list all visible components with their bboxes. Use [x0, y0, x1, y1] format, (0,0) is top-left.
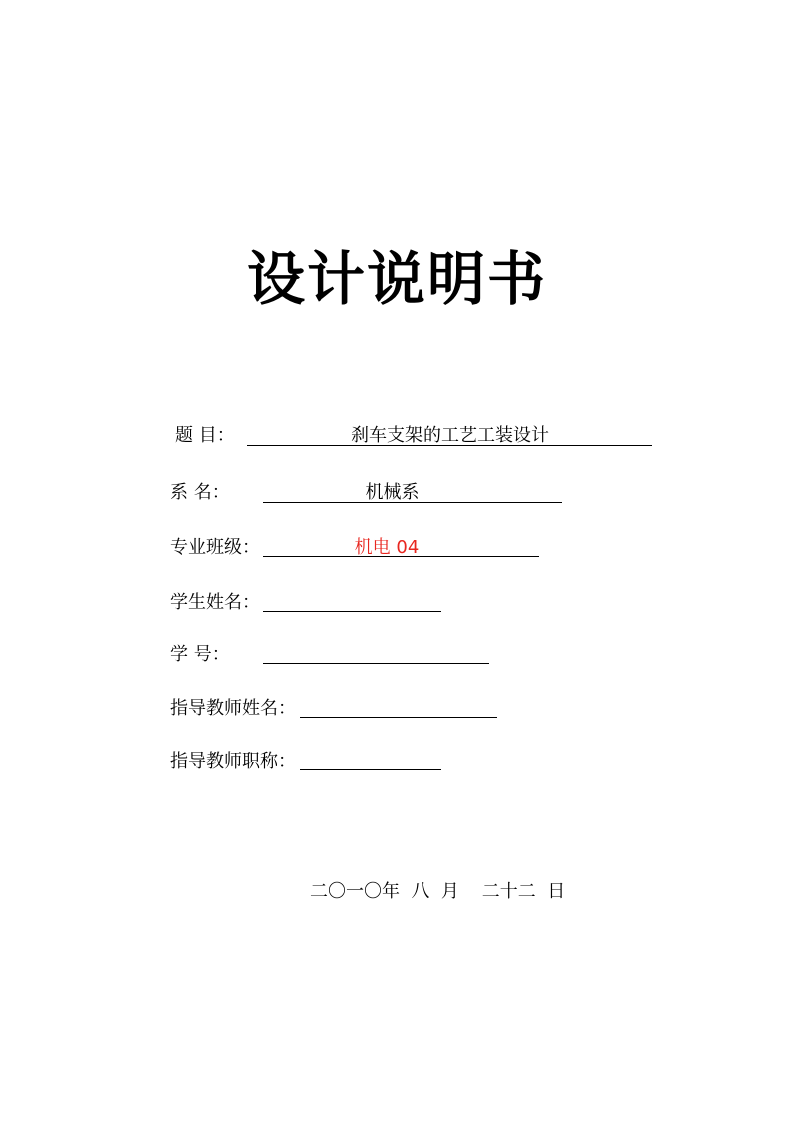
advisor-title-underline: [300, 769, 441, 770]
department-label: 系 名：: [170, 482, 230, 503]
topic-value: 刹车支架的工艺工装设计: [351, 425, 549, 446]
advisor-name-label: 指导教师姓名：: [170, 698, 296, 719]
student-name-underline: [263, 611, 441, 612]
department-value: 机械系: [365, 482, 420, 503]
student-id-underline: [263, 663, 489, 664]
advisor-name-underline: [300, 717, 497, 718]
major-class-label: 专业班级：: [170, 537, 260, 558]
topic-label: 题 目：: [175, 425, 235, 446]
student-id-label: 学 号：: [170, 644, 230, 665]
student-name-label: 学生姓名：: [170, 592, 260, 613]
document-title: 设计说明书: [246, 245, 547, 313]
advisor-title-label: 指导教师职称：: [170, 751, 296, 772]
major-class-value: 机电 04: [354, 537, 420, 558]
document-date: 二〇一〇年 八 月 二十二 日: [310, 881, 566, 902]
